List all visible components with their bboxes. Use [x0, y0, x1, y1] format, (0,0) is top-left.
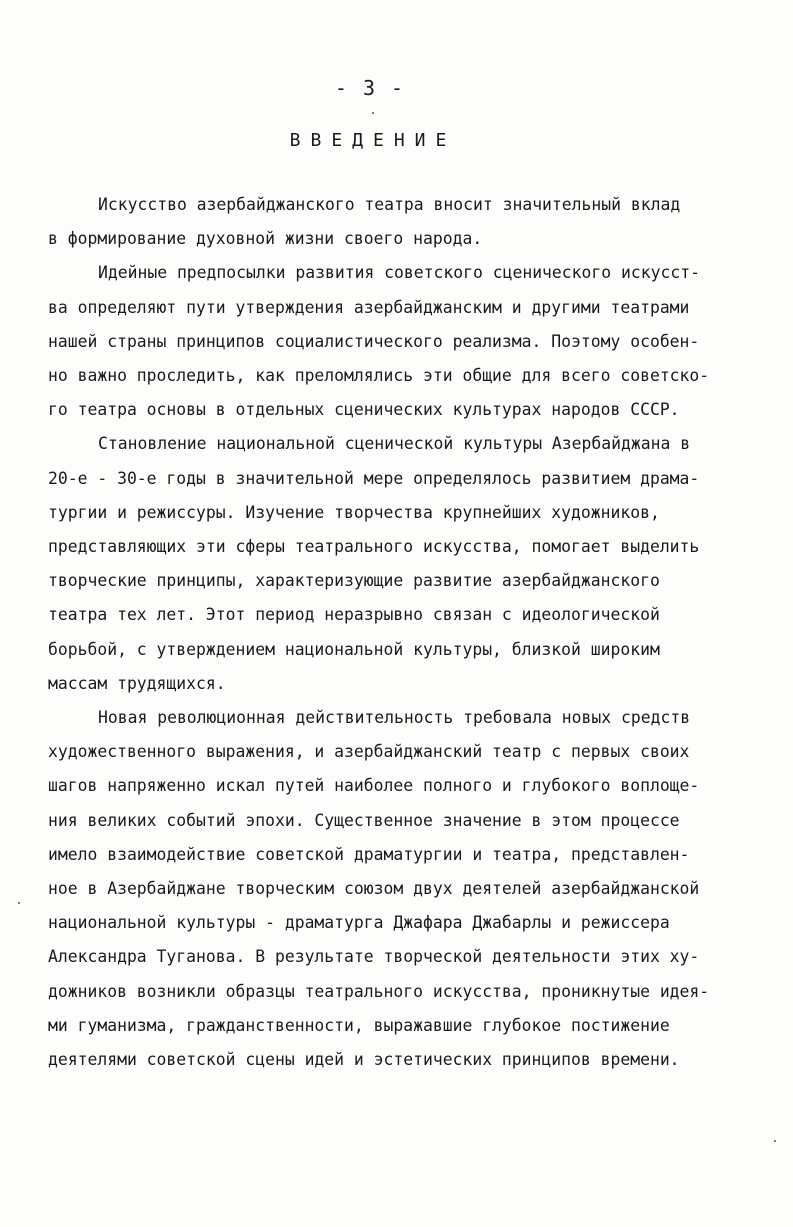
- text-line: Искусство азербайджанского театра вносит значительный вклад: [98, 195, 681, 214]
- text-line: творческие принципы, характеризующие развитие азербайджанского: [48, 571, 660, 591]
- text-line: ное в Азербайджане творческим союзом двух деятелей азербайджанской: [48, 879, 700, 899]
- text-line: нашей страны принципов социалистического реализма. Поэтому особен-: [48, 331, 700, 351]
- page-number: - 3 -: [334, 76, 406, 100]
- text-line: шагов напряженно искал путей наиболее полного и глубокого воплоще-: [48, 776, 700, 796]
- text-line: в формирование духовной жизни своего народа.: [48, 229, 483, 249]
- text-line: ва определяют пути утверждения азербайджанским и другими театрами: [48, 297, 690, 317]
- text-line: Становление национальной сценической культуры Азербайджана в: [98, 434, 691, 454]
- text-line: 20-е - 30-е годы в значительной мере определялось развитием драма-: [48, 468, 700, 488]
- section-heading: ВВЕДЕНИЕ: [289, 130, 457, 151]
- text-line: Александра Туганова. В результате творческой деятельности этих ху-: [48, 947, 700, 967]
- text-line: представляющих эти сферы театрального искусства, помогает выделить: [48, 537, 700, 557]
- scan-speck: [18, 902, 20, 904]
- text-line: дожников возникли образцы театрального искусства, проникнутые идея-: [48, 981, 710, 1001]
- text-line: художественного выражения, и азербайджанский театр с первых своих: [48, 742, 690, 762]
- text-line: тургии и режиссуры. Изучение творчества крупнейших художников,: [48, 502, 660, 522]
- scan-speck: [774, 1140, 776, 1142]
- text-line: деятелями советской сцены идей и эстетических принципов времени.: [48, 1050, 680, 1070]
- paragraph: [48, 256, 760, 427]
- text-line: имело взаимодействие советской драматургии и театра, представлен-: [48, 844, 690, 864]
- paragraph: [48, 701, 760, 1077]
- scan-speck: [372, 112, 374, 114]
- document-body: [48, 188, 760, 1077]
- text-line: Новая революционная действительность требовала новых средств: [98, 708, 691, 728]
- text-line: борьбой, с утверждением национальной культуры, близкой широким: [48, 639, 660, 659]
- text-line: ния великих событий эпохи. Существенное значение в этом процессе: [48, 810, 680, 830]
- text-line: театра тех лет. Этот период неразрывно связан с идеологической: [48, 605, 660, 625]
- paragraph: [48, 188, 760, 256]
- paragraph: [48, 427, 760, 701]
- text-line: ми гуманизма, гражданственности, выражавшие глубокое постижение: [48, 1015, 670, 1035]
- text-line: Идейные предпосылки развития советского сценического искусст-: [98, 263, 700, 283]
- text-line: но важно проследить, как преломлялись эти общие для всего советско-: [48, 366, 710, 386]
- text-line: массам трудящихся.: [48, 673, 226, 693]
- text-line: го театра основы в отдельных сценических культурах народов СССР.: [48, 400, 680, 420]
- text-line: национальной культуры - драматурга Джафара Джабарлы и режиссера: [48, 913, 670, 933]
